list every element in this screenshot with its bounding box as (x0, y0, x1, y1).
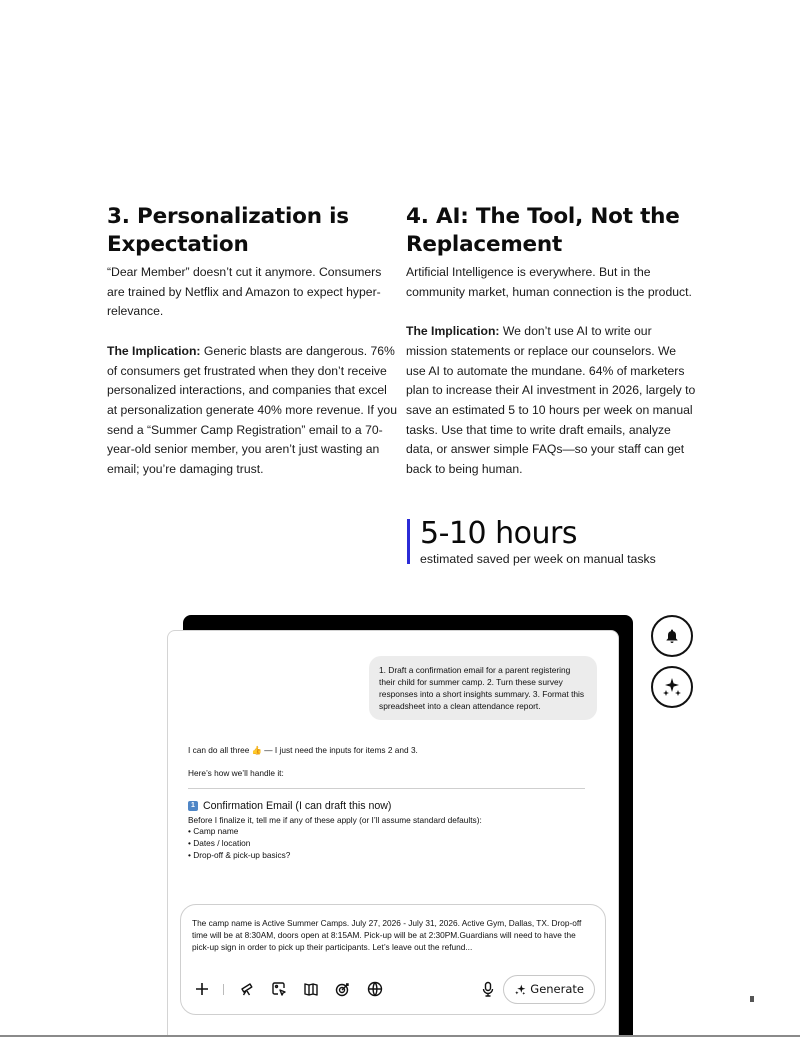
section-implication (406, 322, 696, 480)
toolbar-separator (223, 984, 224, 995)
composer-toolbar (191, 975, 595, 1003)
globe-icon (367, 981, 383, 997)
telescope-icon (239, 981, 255, 997)
library-button[interactable] (300, 978, 322, 1000)
target-icon (335, 981, 351, 997)
stat-value: 5-10 hours (420, 516, 577, 551)
stat-caption: estimated saved per week on manual tasks (420, 552, 656, 566)
implication-text: We don’t use AI to write our mission statements or replace our counselors. We use AI to automate the mundane. 64% of marketers plan to increase their AI investment in 2026, largely to save an estimated 5 to 10 hours per week on manual tasks. Use that time to write draft emails, analyze data, or answer simple FAQs—so your staff can get back to being human. (406, 324, 696, 477)
microphone-icon (480, 981, 496, 997)
section-intro: Artificial Intelligence is everywhere. But in the community market, human connection is the product. (406, 265, 692, 299)
reply-section-intro: Before I finalize it, tell me if any of these apply (or I’ll assume standard defaults): (188, 814, 482, 825)
reply-line: Here’s how we’ll handle it: (188, 767, 284, 778)
reply-bullet: • Drop-off & pick-up basics? (188, 849, 291, 860)
generate-label: Generate (530, 982, 584, 996)
section-intro: “Dear Member” doesn’t cut it anymore. Consumers are trained by Netflix and Amazon to expect hyper-relevance. (107, 265, 382, 319)
chat-window (167, 630, 619, 1037)
message-composer (180, 904, 606, 1015)
section-personalization (107, 203, 397, 480)
implication-label: The Implication: (107, 343, 201, 358)
page-marker (750, 996, 754, 1002)
assistant-reply (188, 745, 588, 862)
implication-label: The Implication: (406, 324, 500, 339)
implication-text: Generic blasts are dangerous. 76% of consumers get frustrated when they don’t receive personalized interactions, and companies that excel at personalization generate 40% more revenue. If you send a “Summer Camp Registration” email to a 70-year-old senior member, you aren’t just wasting an email; you’re damaging trust. (107, 343, 397, 477)
notifications-button[interactable] (651, 615, 693, 657)
section-title-text: Confirmation Email (I can draft this now) (203, 799, 392, 812)
sparkles-icon (661, 676, 683, 698)
add-attachment-button[interactable] (191, 978, 213, 1000)
book-icon (303, 981, 319, 997)
section-heading: 3. Personalization is Expectation (107, 204, 349, 257)
message-input[interactable]: The camp name is Active Summer Camps. July 27, 2026 - July 31, 2026. Active Gym, Dallas, TX. Drop-off time will be at 8:30AM, doors open at 8:15AM. Pick-up will be at 2:30PM.Guardians will need to have the pick-up sign in order to pick up their participants. Let’s leave out the refund... (192, 918, 582, 952)
goals-button[interactable] (332, 978, 354, 1000)
reply-section-title (188, 799, 588, 813)
ai-assist-button[interactable] (651, 666, 693, 708)
number-one-icon: 1 (188, 801, 198, 811)
section-implication (107, 342, 397, 480)
reply-divider (188, 788, 585, 789)
reply-bullet: • Dates / location (188, 838, 251, 849)
section-ai-tool (406, 203, 696, 480)
stat-callout (407, 516, 656, 566)
reply-line: I can do all three 👍 — I just need the inputs for items 2 and 3. (188, 745, 418, 755)
user-message-bubble: 1. Draft a confirmation email for a parent registering their child for summer camp. 2. Turn these survey responses into a short insights summary. 3. Format this spreadsheet into a clean attendance report. (369, 656, 597, 720)
section-heading: 4. AI: The Tool, Not the Replacement (406, 204, 680, 257)
reply-bullet: • Camp name (188, 826, 239, 837)
voice-input-button[interactable] (477, 978, 499, 1000)
image-edit-button[interactable] (268, 978, 290, 1000)
plus-icon (194, 981, 210, 997)
generate-button[interactable] (503, 975, 595, 1004)
research-button[interactable] (236, 978, 258, 1000)
bell-icon (664, 628, 680, 644)
sparkle-icon (514, 983, 527, 996)
web-search-button[interactable] (364, 978, 386, 1000)
image-edit-icon (271, 981, 287, 997)
